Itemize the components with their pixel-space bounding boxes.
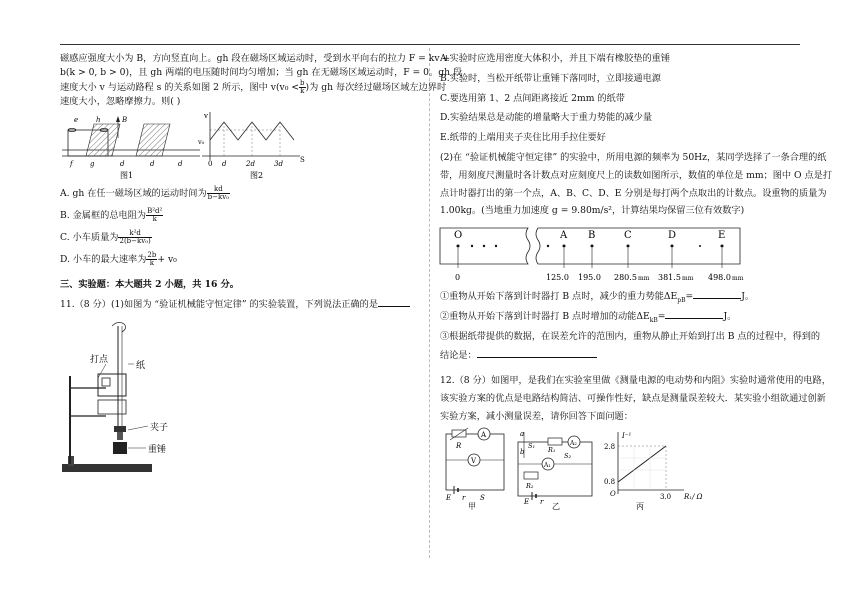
label-dadian: 打点 — [90, 354, 109, 365]
fig1-caption: 图1 — [120, 171, 134, 181]
q3-line2 — [440, 349, 802, 363]
q3-line: ③根据纸带提供的数据，在误差允许的范围内，重物从静止开始到打出 B 点的过程中，得到的 — [440, 330, 821, 342]
paper-tape-figure — [440, 224, 750, 288]
q1-line — [440, 290, 802, 305]
p11-head — [60, 298, 422, 312]
q2-sub: kB — [649, 316, 658, 324]
reading-c: 280.5 — [614, 273, 637, 283]
tape-point-e: E — [718, 230, 726, 242]
p11-answer-blank[interactable] — [378, 306, 410, 307]
p12-line2: 该实验方案的优点是电路结构简洁、可操作性好，缺点是测量误差较大．某实验小组欲通过创新 — [440, 393, 826, 405]
graph-origin: O — [610, 489, 616, 498]
reading-e: 498.0 — [708, 273, 731, 283]
yi-A1: A₁ — [544, 461, 551, 469]
caption-bing: 丙 — [636, 501, 644, 511]
option-b[interactable] — [60, 208, 422, 230]
free-fall-apparatus — [40, 316, 240, 486]
graph-ylabel: I⁻¹ — [622, 431, 632, 440]
option-c-den: 2(b−kv₀) — [119, 237, 151, 246]
q2-line — [440, 310, 802, 325]
option-c-fraction — [118, 230, 151, 245]
label-zhongchui: 重锤 — [148, 444, 167, 455]
reading-d: 381.5 — [658, 273, 681, 283]
yi-b: b — [520, 447, 525, 456]
reading-a: 125.0 — [546, 273, 569, 283]
reading-o: 0 — [455, 273, 461, 283]
option-b-num: B²d² — [147, 207, 163, 216]
header-rule — [60, 44, 800, 45]
jia-r: r — [462, 493, 466, 502]
tape-point-d: D — [668, 230, 677, 242]
fig2-2d: 2d — [246, 160, 255, 169]
frac-den: k — [300, 86, 305, 95]
option-c-text: C. 小车质量为 — [60, 232, 119, 244]
p10-line1: 磁感应强度大小为 B，方向竖直向上。gh 段在磁场区域运动时，受到水平向右的拉力 F = kv + — [60, 53, 451, 64]
jia-V: V — [471, 456, 477, 465]
p11-part2-line2: 带，用刻度尺测量时各计数点对应刻度尺上的读数如图所示，数值的单位是 mm；图中 O 点是打 — [440, 169, 833, 181]
frac-num: b — [300, 78, 305, 87]
q1-text: ①重物从开始下落到计时器打 B 点时，减少的重力势能ΔE — [440, 291, 678, 303]
p12-line1: 12.（8 分）如图甲，是我们在实验室里做《测量电源的电动势和内阻》实验时通常使用的电路， — [440, 375, 831, 387]
option-d-fraction — [146, 252, 157, 267]
yi-R2: R₂ — [526, 481, 534, 490]
p10-line3 — [60, 78, 447, 95]
circuit-jia — [445, 428, 504, 511]
tape-point-c: C — [624, 230, 632, 242]
graph-xlabel: R₁/ Ω — [684, 492, 703, 501]
p10-line2: b(k > 0, b > 0)，且 gh 两端的电压随时间均匀增加；当 gh 在无磁场区域运动时，F = 0。gh 段 — [60, 66, 463, 78]
q1-eq: = — [685, 291, 694, 303]
fig1-d-3: d — [178, 160, 183, 169]
p10-line3-post: )为 gh 每次经过磁场区域左边界时 — [305, 81, 447, 93]
yi-r: r — [540, 497, 544, 506]
fig1-h: h — [96, 116, 101, 125]
p10-line3-mid: (v₀ < — [275, 81, 300, 93]
option-b-fraction — [146, 208, 163, 223]
circuit-yi — [518, 430, 592, 511]
jia-A: A — [481, 430, 487, 439]
p11-option-b[interactable]: B.实验时，当松开纸带让重锤下落同时，立即接通电源 — [440, 72, 661, 84]
yi-a: a — [520, 429, 525, 438]
p11-option-c[interactable]: C.要选用第 1、2 点间距离接近 2mm 的纸带 — [440, 92, 625, 104]
option-b-text: B. 金属框的总电阻为 — [60, 210, 147, 222]
graph-x-30: 3.0 — [660, 492, 672, 501]
tape-point-b: B — [588, 230, 596, 242]
p12-line3: 实验方案，减小测量误差，请你回答下面问题： — [440, 411, 633, 423]
label-jiazi: 夹子 — [150, 422, 169, 433]
option-b-den: k — [152, 215, 157, 224]
fig1-d-1: d — [120, 160, 125, 169]
option-c[interactable] — [60, 230, 422, 252]
yi-R1: R₁ — [548, 445, 556, 454]
fig2-v: v — [204, 112, 208, 121]
fig1-B: B — [122, 116, 128, 125]
p11-part2-line3: 点计时器打出的第一个点，A、B、C、D、E 分别是每打两个点取出的计数点。设重物的质量为 — [440, 187, 827, 199]
fig2-caption: 图2 — [250, 171, 264, 181]
q2-text: ②重物从开始下落到计时器打 B 点时增加的动能ΔE — [440, 311, 650, 322]
yi-S1: S₁ — [528, 441, 536, 450]
option-d-den: k — [149, 259, 154, 268]
option-a-text: A. gh 在任一磁场区域的运动时间为 — [60, 188, 207, 200]
jia-E: E — [446, 493, 452, 502]
p11-part2-line1: (2)在 “验证机械能守恒定律” 的实验中，所用电源的频率为 50Hz，某同学选择了一条合理的纸 — [440, 151, 827, 163]
q2-answer-blank[interactable] — [665, 318, 723, 319]
option-a-fraction — [207, 186, 230, 201]
reading-b: 195.0 — [578, 273, 601, 283]
fig2-s: S — [300, 156, 305, 165]
p11-part2-line4: 1.00kg。(当地重力加速度 g = 9.80m/s²，计算结果均保留三位有效数字) — [440, 205, 745, 217]
label-zhi: 纸 — [136, 360, 146, 371]
q1-answer-blank[interactable] — [693, 298, 741, 299]
q1-sub: pB — [677, 297, 686, 304]
circuit-figures — [440, 428, 740, 510]
p11-option-e[interactable]: E.纸带的上端用夹子夹住比用手拉住要好 — [440, 132, 606, 144]
fig2-v0: v₀ — [198, 138, 205, 147]
p11-option-a[interactable]: A.实验时应选用密度大体积小，并且下端有橡胶垫的重锤 — [440, 53, 671, 64]
option-d-num: 2b — [147, 251, 157, 260]
graph-bing — [604, 432, 703, 511]
unit-d: mm — [682, 275, 694, 283]
option-d-text: D. 小车的最大速率为 — [60, 254, 147, 266]
tape-dots-main — [547, 245, 724, 248]
p11-head-text: 11.（8 分）(1)如图为 “验证机械能守恒定律” 的实验装置，下列说法正确的是 — [60, 299, 379, 311]
p11-option-d[interactable]: D.实验结果总是动能的增量略大于重力势能的减少量 — [440, 112, 653, 124]
yi-S2: S₂ — [564, 451, 572, 460]
fig2-d: d — [222, 160, 227, 169]
problem10-figures — [60, 110, 360, 182]
option-d-post: + v₀ — [157, 254, 177, 266]
fig1-f: f — [70, 160, 73, 169]
jia-S: S — [480, 493, 485, 502]
option-c-num: k²d — [118, 230, 151, 238]
jia-R: R — [456, 441, 462, 450]
fig2-3d: 3d — [274, 160, 283, 169]
figure1-cart-diagram — [62, 116, 200, 180]
option-d[interactable] — [60, 252, 422, 274]
q3-conclusion-label: 结论是： — [440, 349, 477, 361]
tape-point-o: O — [454, 230, 463, 242]
q1-unit: J。 — [741, 291, 755, 303]
caption-jia: 甲 — [468, 501, 476, 511]
fig1-g: g — [90, 160, 95, 169]
p10-line3-pre: 速度大小 v 与运动路程 s 的关系如图 2 所示，图中 v — [60, 81, 276, 93]
section3-heading: 三、实验题：本大题共 2 小题，共 16 分。 — [60, 279, 239, 291]
yi-E: E — [524, 497, 530, 506]
q2-unit: J。 — [723, 311, 737, 322]
option-a-num: kd — [207, 186, 230, 194]
option-a[interactable] — [60, 186, 422, 208]
unit-c: mm — [638, 275, 650, 283]
fig2-origin: 0 — [208, 160, 213, 169]
yi-A2: A₂ — [570, 439, 577, 447]
caption-yi: 乙 — [552, 501, 560, 511]
fig1-e: e — [74, 116, 79, 125]
q3-answer-blank[interactable] — [477, 357, 597, 358]
unit-e: mm — [732, 275, 744, 283]
right-column — [440, 52, 833, 511]
figure2-v-s-graph — [197, 112, 305, 180]
p10-line4: 速度大小，忽略摩擦力。则( ) — [60, 95, 181, 107]
graph-y-28: 2.8 — [604, 442, 616, 451]
fig1-d-2: d — [150, 160, 155, 169]
option-a-den: b−kv₀ — [207, 193, 229, 202]
tape-point-a: A — [560, 230, 568, 242]
tape-dots-o — [457, 245, 498, 248]
q2-eq: = — [657, 311, 666, 322]
column-divider — [429, 48, 430, 558]
graph-y-08: 0.8 — [604, 477, 616, 486]
